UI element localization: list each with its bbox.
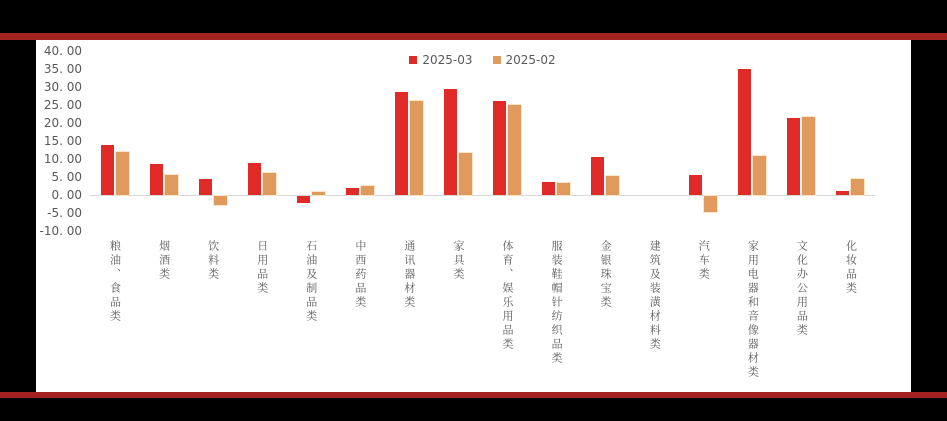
bar-2025-02 [459, 153, 472, 195]
bar-2025-02 [214, 196, 227, 205]
x-category-label: 金银珠宝类 [599, 240, 613, 310]
x-category-label: 汽车类 [697, 240, 711, 282]
bar-2025-02 [704, 196, 717, 212]
x-category-label: 烟酒类 [157, 240, 171, 282]
legend [90, 53, 875, 67]
plot-area [36, 40, 911, 392]
x-category-label: 粮油、食品类 [108, 240, 122, 324]
bar-2025-02 [851, 179, 864, 195]
bar-2025-03 [787, 118, 800, 195]
bar-2025-03 [591, 157, 604, 195]
bar-2025-03 [493, 101, 506, 195]
x-category-label: 通讯器材类 [402, 240, 416, 310]
y-tick-label: 25. 00 [43, 98, 82, 112]
x-category-label: 体育、娱乐用品类 [501, 240, 515, 352]
x-category-label: 日用品类 [255, 240, 269, 296]
bar-2025-02 [410, 101, 423, 195]
bar-2025-03 [689, 175, 702, 195]
bar-2025-02 [312, 192, 325, 195]
bar-2025-03 [101, 145, 114, 195]
x-category-label: 文化办公用品类 [795, 240, 809, 338]
bar-2025-02 [557, 183, 570, 195]
x-category-label: 饮料类 [206, 240, 220, 282]
x-axis-line [90, 195, 875, 196]
y-tick-label: -5. 00 [47, 206, 82, 220]
x-category-label: 中西药品类 [353, 240, 367, 310]
top-red-stripe [0, 33, 947, 40]
bar-2025-03 [836, 191, 849, 195]
legend-label-2025-02: 2025-02 [505, 53, 556, 67]
bar-2025-02 [165, 175, 178, 195]
bar-2025-03 [297, 196, 310, 203]
bar-2025-02 [753, 156, 766, 195]
bottom-red-stripe [0, 392, 947, 398]
x-category-label: 建筑及装潢材料类 [648, 240, 662, 352]
y-tick-label: 0. 00 [51, 188, 82, 202]
y-tick-label: 20. 00 [43, 116, 82, 130]
x-category-label: 家具类 [451, 240, 465, 282]
x-category-label: 化妆品类 [844, 240, 858, 296]
y-tick-label: 30. 00 [43, 80, 82, 94]
legend-label-2025-03: 2025-03 [422, 53, 473, 67]
bar-2025-03 [444, 89, 457, 195]
y-tick-label: 15. 00 [43, 134, 82, 148]
x-category-label: 石油及制品类 [304, 240, 318, 324]
bar-2025-02 [116, 152, 129, 195]
bar-2025-03 [542, 182, 555, 195]
bar-2025-03 [150, 164, 163, 195]
y-tick-label: 40. 00 [43, 44, 82, 58]
bar-2025-02 [508, 105, 521, 195]
legend-swatch-2025-03-icon [409, 56, 417, 64]
legend-item-2025-03 [409, 53, 472, 67]
bar-2025-02 [606, 176, 619, 195]
chart-panel [36, 40, 911, 392]
x-category-label: 家用电器和音像器材类 [746, 240, 760, 380]
legend-swatch-2025-02-icon [493, 56, 501, 64]
bar-2025-03 [199, 179, 212, 195]
bar-2025-02 [263, 173, 276, 195]
y-tick-label: 5. 00 [51, 170, 82, 184]
bar-2025-03 [248, 163, 261, 195]
y-tick-label: 10. 00 [43, 152, 82, 166]
x-category-label: 服装鞋帽针纺织品类 [550, 240, 564, 366]
bar-2025-03 [346, 188, 359, 195]
bar-2025-02 [361, 186, 374, 195]
bar-2025-03 [395, 92, 408, 195]
bar-2025-02 [802, 117, 815, 195]
y-tick-label: 35. 00 [43, 62, 82, 76]
bar-2025-03 [738, 69, 751, 195]
y-tick-label: -10. 00 [39, 224, 82, 238]
legend-item-2025-02 [493, 53, 556, 67]
